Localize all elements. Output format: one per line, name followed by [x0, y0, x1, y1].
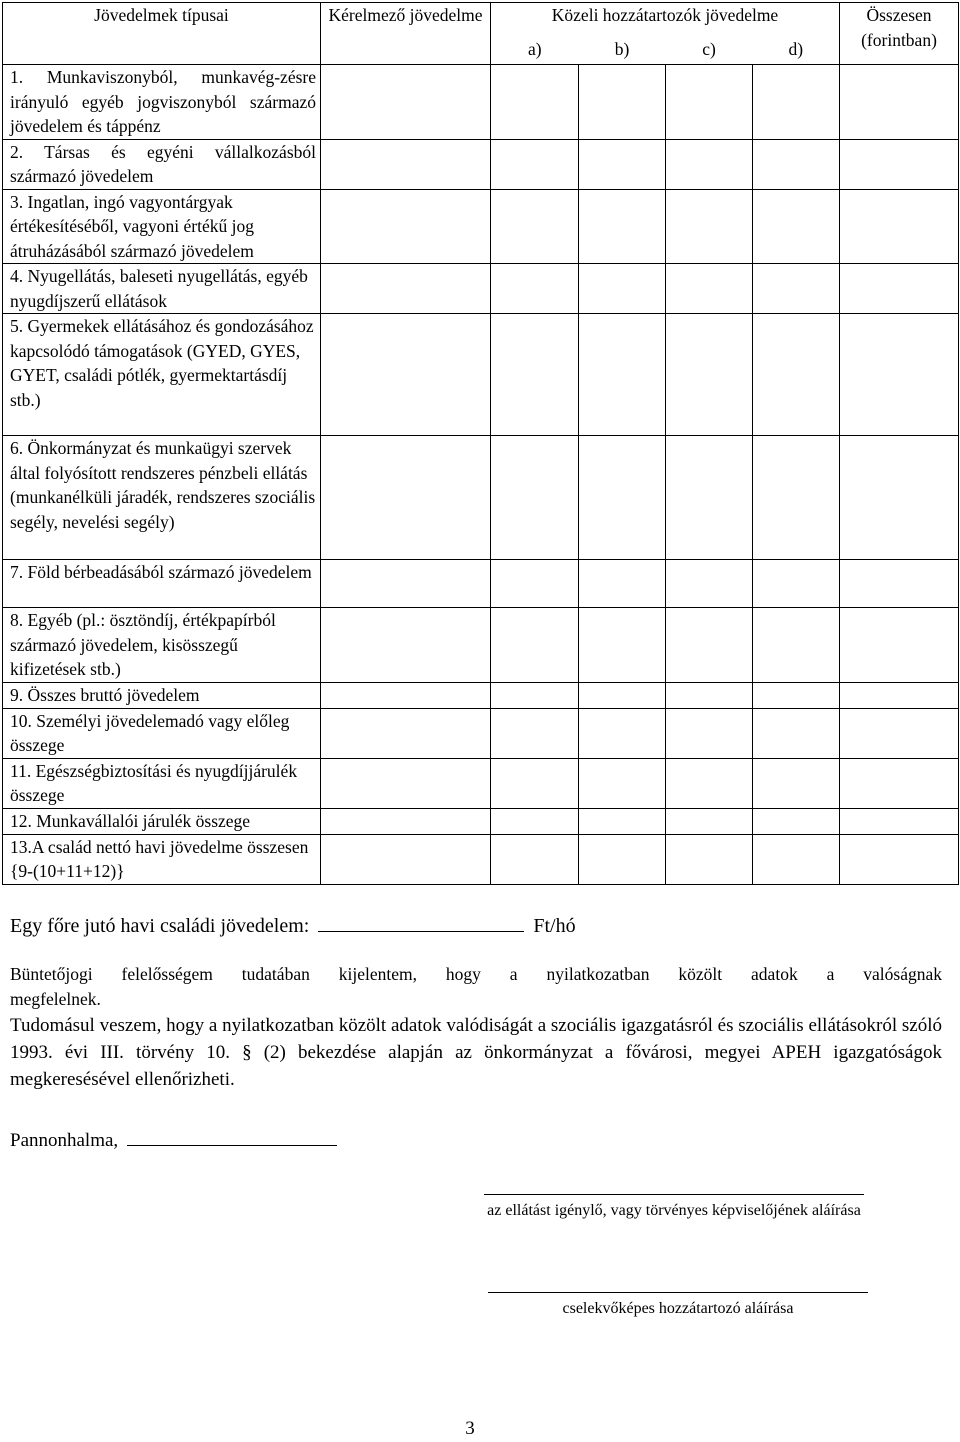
header-applicant-income: Kérelmező jövedelme [321, 3, 491, 65]
income-type-label: 13.A család nettó havi jövedelme összesen {9-(10+11+12)} [3, 834, 321, 884]
income-type-label: 6. Önkormányzat és munkaügyi szervek által folyósított rendszeres pénzbeli ellátás (munkanélküli járadék, rendszeres szociális segély, nevelési segély) [3, 436, 321, 560]
income-type-label: 2. Társas és egyéni vállalkozásból származó jövedelem [3, 139, 321, 189]
relative-signature [488, 1292, 868, 1320]
total-amount-cell[interactable] [840, 264, 959, 314]
total-amount-cell[interactable] [840, 560, 959, 608]
relative-b-cell[interactable] [579, 758, 666, 808]
applicant-amount-cell[interactable] [321, 758, 491, 808]
relative-c-cell[interactable] [666, 264, 753, 314]
header-sub-b: b) [579, 37, 666, 65]
applicant-amount-cell[interactable] [321, 560, 491, 608]
table-row [3, 264, 959, 314]
income-type-label: 1. Munkaviszonyból, munkavég-zésre irányuló egyéb jogviszonyból származó jövedelem és táppénz [3, 65, 321, 140]
relative-b-cell[interactable] [579, 436, 666, 560]
place-date [10, 1125, 942, 1155]
table-row [3, 708, 959, 758]
relative-b-cell[interactable] [579, 682, 666, 708]
table-row [3, 139, 959, 189]
income-type-label: 4. Nyugellátás, baleseti nyugellátás, egyéb nyugdíjszerű ellátások [3, 264, 321, 314]
place-label: Pannonhalma, [10, 1130, 119, 1151]
table-row [3, 314, 959, 436]
income-type-label: 10. Személyi jövedelemadó vagy előleg összege [3, 708, 321, 758]
relative-d-cell[interactable] [753, 808, 840, 834]
relative-c-cell[interactable] [666, 560, 753, 608]
income-type-label: 3. Ingatlan, ingó vagyontárgyak értékesítéséből, vagyoni értékű jog átruházásából származó jövedelem [3, 189, 321, 264]
relative-c-cell[interactable] [666, 758, 753, 808]
per-capita-income [10, 909, 942, 940]
per-capita-label: Egy főre jutó havi családi jövedelem: [10, 915, 310, 937]
income-type-label: 12. Munkavállalói járulék összege [3, 808, 321, 834]
total-amount-cell[interactable] [840, 189, 959, 264]
relative-b-cell[interactable] [579, 560, 666, 608]
total-amount-cell[interactable] [840, 808, 959, 834]
table-row [3, 65, 959, 140]
applicant-amount-cell[interactable] [321, 708, 491, 758]
table-row [3, 608, 959, 683]
relative-c-cell[interactable] [666, 808, 753, 834]
relative-a-cell[interactable] [491, 65, 579, 140]
relative-b-cell[interactable] [579, 608, 666, 683]
applicant-amount-cell[interactable] [321, 314, 491, 436]
applicant-amount-cell[interactable] [321, 65, 491, 140]
income-type-label: 8. Egyéb (pl.: ösztöndíj, értékpapírból származó jövedelem, kisösszegű kifizetések stb.) [3, 608, 321, 683]
table-row [3, 436, 959, 560]
relative-c-cell[interactable] [666, 682, 753, 708]
header-sub-a: a) [491, 37, 579, 65]
relative-a-cell[interactable] [491, 808, 579, 834]
header-income-type: Jövedelmek típusai [3, 3, 321, 65]
relative-b-cell[interactable] [579, 65, 666, 140]
relative-a-cell[interactable] [491, 189, 579, 264]
relative-a-cell[interactable] [491, 314, 579, 436]
relative-c-cell[interactable] [666, 65, 753, 140]
applicant-signature-caption: az ellátást igénylő, vagy törvényes képviselőjének aláírása [487, 1202, 861, 1219]
relative-d-cell[interactable] [753, 682, 840, 708]
relative-d-cell[interactable] [753, 758, 840, 808]
total-amount-cell[interactable] [840, 65, 959, 140]
relative-a-cell[interactable] [491, 758, 579, 808]
relative-b-cell[interactable] [579, 264, 666, 314]
total-amount-cell[interactable] [840, 834, 959, 884]
applicant-amount-cell[interactable] [321, 834, 491, 884]
applicant-amount-cell[interactable] [321, 608, 491, 683]
relative-d-cell[interactable] [753, 436, 840, 560]
declaration-liability-line1: Büntetőjogi felelősségem tudatában kijelentem, hogy a nyilatkozatban közölt adatok a valóságnak [10, 964, 942, 984]
applicant-signature-line[interactable] [484, 1194, 864, 1195]
applicant-amount-cell[interactable] [321, 808, 491, 834]
relative-d-cell[interactable] [753, 139, 840, 189]
header-relatives-income: Közeli hozzátartozók jövedelme [491, 3, 840, 37]
relative-signature-line[interactable] [488, 1292, 868, 1293]
date-field[interactable] [127, 1125, 337, 1146]
declaration-liability [10, 962, 942, 1012]
header-total: Összesen (forintban) [840, 3, 959, 65]
applicant-amount-cell[interactable] [321, 264, 491, 314]
relative-c-cell[interactable] [666, 314, 753, 436]
total-amount-cell[interactable] [840, 314, 959, 436]
page-number: 3 [465, 1418, 475, 1439]
table-row [3, 189, 959, 264]
per-capita-field[interactable] [318, 909, 524, 932]
total-amount-cell[interactable] [840, 139, 959, 189]
relative-d-cell[interactable] [753, 189, 840, 264]
relative-signature-caption: cselekvőképes hozzátartozó aláírása [562, 1300, 794, 1317]
relative-d-cell[interactable] [753, 65, 840, 140]
relative-b-cell[interactable] [579, 314, 666, 436]
relative-b-cell[interactable] [579, 189, 666, 264]
income-table [2, 2, 959, 885]
relative-d-cell[interactable] [753, 834, 840, 884]
relative-c-cell[interactable] [666, 608, 753, 683]
relative-b-cell[interactable] [579, 834, 666, 884]
income-type-label: 11. Egészségbiztosítási és nyugdíjjárulék összege [3, 758, 321, 808]
table-row [3, 682, 959, 708]
declaration-liability-line2: megfelelnek. [10, 989, 101, 1009]
relative-d-cell[interactable] [753, 314, 840, 436]
total-amount-cell[interactable] [840, 436, 959, 560]
relative-d-cell[interactable] [753, 708, 840, 758]
relative-b-cell[interactable] [579, 139, 666, 189]
income-type-label: 7. Föld bérbeadásából származó jövedelem [3, 560, 321, 608]
relative-a-cell[interactable] [491, 264, 579, 314]
relative-a-cell[interactable] [491, 560, 579, 608]
table-row [3, 834, 959, 884]
total-amount-cell[interactable] [840, 682, 959, 708]
total-amount-cell[interactable] [840, 608, 959, 683]
header-sub-c: c) [666, 37, 753, 65]
header-sub-d: d) [753, 37, 840, 65]
relative-d-cell[interactable] [753, 264, 840, 314]
relative-b-cell[interactable] [579, 808, 666, 834]
relative-a-cell[interactable] [491, 139, 579, 189]
relative-a-cell[interactable] [491, 608, 579, 683]
per-capita-unit: Ft/hó [533, 915, 576, 937]
relative-a-cell[interactable] [491, 682, 579, 708]
income-type-label: 5. Gyermekek ellátásához és gondozásához kapcsolódó támogatások (GYED, GYES, GYET, családi pótlék, gyermektartásdíj stb.) [3, 314, 321, 436]
relative-c-cell[interactable] [666, 708, 753, 758]
relative-a-cell[interactable] [491, 436, 579, 560]
relative-d-cell[interactable] [753, 608, 840, 683]
applicant-signature [484, 1194, 864, 1222]
relative-c-cell[interactable] [666, 139, 753, 189]
declaration-verification: Tudomásul veszem, hogy a nyilatkozatban közölt adatok valódiságát a szociális igazgatásról és szociális ellátásokról szóló 1993. évi III. törvény 10. § (2) bekezdése alapján az önkormányzat a fővárosi, megyei APEH igazgatóságok megkeresésével ellenőrizheti. [10, 1015, 942, 1090]
applicant-amount-cell[interactable] [321, 139, 491, 189]
applicant-amount-cell[interactable] [321, 189, 491, 264]
income-type-label: 9. Összes bruttó jövedelem [3, 682, 321, 708]
relative-c-cell[interactable] [666, 189, 753, 264]
relative-a-cell[interactable] [491, 708, 579, 758]
relative-d-cell[interactable] [753, 560, 840, 608]
applicant-amount-cell[interactable] [321, 436, 491, 560]
total-amount-cell[interactable] [840, 758, 959, 808]
relative-c-cell[interactable] [666, 834, 753, 884]
total-amount-cell[interactable] [840, 708, 959, 758]
relative-c-cell[interactable] [666, 436, 753, 560]
applicant-amount-cell[interactable] [321, 682, 491, 708]
relative-a-cell[interactable] [491, 834, 579, 884]
table-row [3, 560, 959, 608]
table-row [3, 808, 959, 834]
table-row [3, 758, 959, 808]
relative-b-cell[interactable] [579, 708, 666, 758]
